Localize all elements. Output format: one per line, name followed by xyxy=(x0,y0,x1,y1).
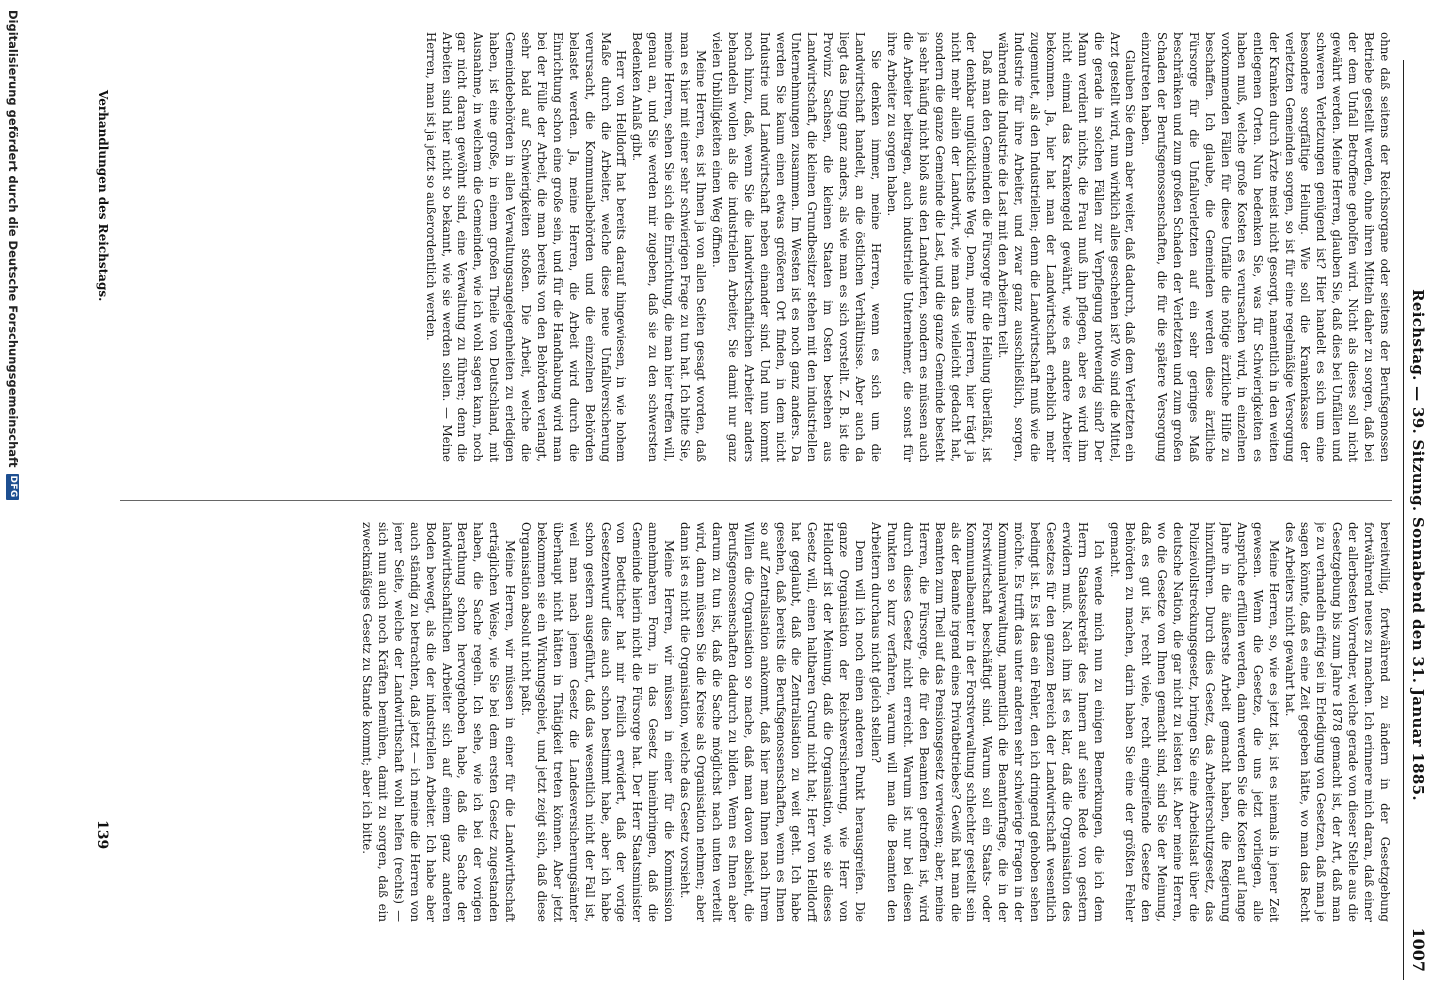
paragraph: Glauben Sie denn aber weiter, daß dadurch, daß dem Verletzten ein Arzt gestellt wird, nun wirklich alles geschehen ist? Wo sind die Mittel, die gerade in solchen Fällen zur Verpflegung notwendig sind? Der Mann verdient nichts, die Frau muß ihn pflegen, aber es wird ihm nicht einmal das Krankengeld gewährt, wie es andere Arbeiter bekommen. Ja, hier hat man der Landwirtschaft erheblich mehr zugemutet, als den Industriellen; denn die Landwirtschaft muß wie die Industrie für ihre Arbeiter, und zwar ganz ausschließlich, sorgen, während die Industrie die Last mit den Arbeitern teilt. xyxy=(996,32,1138,462)
digitization-credit xyxy=(6,10,20,500)
paragraph: bereitwillig, fortwährend zu ändern in der Gesetzgebung fortwährend neues zu machen. Ich erinnere mich daran, daß einer der allerbesten Vorredner, welche gerade von dieser Stelle aus die Gesetzgebung bis zum Jahre 1878 gemacht ist, der Art, daß man je zu verhandeln eifrig sei in Erledigung von Gesetzen, daß man je sagen könnte, daß es eine Zeit gegeben hätte, wo man das Recht des Arbeiters nicht gewahrt hat. xyxy=(1282,522,1392,922)
column-divider xyxy=(120,500,1392,501)
paragraph: Daß man den Gemeinden die Fürsorge für die Heilung überläßt, ist der denkbar unglücklichste Weg. Denn, meine Herren, hier trägt ja nicht mehr allein der Landwirt, wie man das vielleicht gedacht hat, sondern die ganze Gemeinde die Last, und die ganze Gemeinde besteht ja sehr häufig nicht bloß aus den Landwirten, sondern es müssen auch die Arbeiter beitragen, auch industrielle Unternehmer, die sonst für ihre Arbeiter zu sorgen haben. xyxy=(884,32,995,462)
text-column-right xyxy=(92,522,1392,922)
paragraph: Meine Herren, wir müssen in einer für die Kommission annehmbaren Form, in das Gesetz hineinbringen, daß die Gemeinde hierin nicht die Fürsorge hat. Der Herr Staatsminister von Boetticher hat mir freilich erwidert, daß der vorige Gesetzentwurf dies auch schon bestimmt habe, aber ich habe schon gestern ausgeführt, daß das wesentlich nicht der Fall ist, weil man nach jenem Gesetz die Landesversicherungsämter überhaupt nicht hätten in Thätigkeit treten können. Aber jetzt bekommen sie ein Wirkungsgebiet, und jetzt zeigt sich, daß diese Organisation absolut nicht paßt. xyxy=(519,522,677,922)
paragraph: Sie denken immer, meine Herren, wenn es sich um die Landwirtschaft handelt, an die östlichen Verhältnisse. Aber auch da liegt das Ding ganz anders, als wie man es sich vorstellt. Z. B. ist die Provinz Sachsen, die kleinen Staaten im Osten bestehen aus Landwirtschaft, die kleinen Grundbesitzer stehen mit den industriellen Unternehmungen zusammen. Im Westen ist es noch ganz anders. Da werden Sie kaum einen etwas größeren Ort finden, in dem nicht Industrie und Landwirtschaft neben einander sind. Und nun kommt noch hinzu, daß, wenn Sie die landwirtschaftlichen Arbeiter anders behandeln wollen als die industriellen Arbeiter, Sie damit nur ganz vielen Unbilligkeiten einen Weg öffnen. xyxy=(709,32,883,462)
sheet-number: 139 xyxy=(94,820,110,850)
page-number: 1007 xyxy=(1409,927,1428,972)
paragraph: ohne daß seitens der Reichsorgane oder seitens der Berufsgenossen Betriebe gestellt werden, ohne ihren Mitteln daher zu sorgen, daß bei der dem Unfall Betroffene geholfen wird. Nicht als dieses soll nicht gewährt werden. Meine Herren, glauben Sie, daß dies bei Unfällen und schweren Verletzungen genügend ist? Hier handelt es sich um eine besondere sorgfältige Heilung. Wie soll die Krankenkasse der verletzten Gemeinden sorgen, so ist für eine regelmäßige Versorgung der Kranken durch Ärzte meist nicht gesorgt, namentlich in den weiten entlegenen Orten. Nun bedenken Sie, was für Schwierigkeiten es haben muß, welche große Kosten es verursachen wird, in einzelnen vorkommenden Fällen für diese Unfälle die nötige ärztliche Hilfe zu beschaffen. Ich glaube, die Gemeinden werden diese ärztliche Fürsorge für die Unfallverletzten auf ein sehr geringes Maß beschränken und zum großen Schaden der Verletzten und zum großen Schaden der Berufsgenossenschaften, die für die spätere Versorgung einzutreten haben. xyxy=(1139,32,1392,462)
text-column-left xyxy=(92,32,1392,462)
header-rule xyxy=(1403,60,1404,980)
dfg-logo: DFG xyxy=(8,475,18,498)
page-header: Reichstag. — 39. Sitzung. Sonnabend den 31. Januar 1885. xyxy=(1409,289,1427,801)
paragraph: Denn will ich noch einen anderen Punkt herausgreifen. Die ganze Organisation der Reichsversicherung, wie Herr von Helldorff ist der Meinung, daß die Organisation, wie sie dieses Gesetz will, einen haltbaren Grund nicht hat; Herr von Helldorff hat geglaubt, daß die Zentralisation zu weit geht. Ich habe gesehen, daß bereits die Berufsgenossenschaften, wenn es Ihnen so auf Zentralisation ankommt, daß hier man Ihnen nach Ihrem Willen die Organisation so mache, daß man davon absieht, die Berufsgenossenschaften dadurch zu bilden. Wenn es Ihnen aber darum zu tun ist, daß die Sache möglichst nach unten verteilt wird, dann müssen Sie die Kreise als Organisation nehmen; aber dann ist es nicht die Organisation, welche das Gesetz vorsieht. xyxy=(678,522,868,922)
paragraph: Meine Herren, es ist Ihnen ja von allen Seiten gesagt worden, daß man es hier mit einer sehr schwierigen Frage zu tun hat. Ich bitte Sie, meine Herren, sehen Sie sich die Einrichtung, die man hier treffen will, genau an, und Sie werden mir zugeben, daß sie zu den schwersten Bedenken Anlaß gibt. xyxy=(630,32,709,462)
paragraph: Meine Herren, wir müssen in einer für die Landwirthschaft erträglichen Weise, wie Sie bei dem ersten Gesetz zugestanden haben, die Sache regeln. Ich sehe, wie ich bei der vorigen Berathung schon hervorgehoben habe, daß die Sache der landwirthschaftlichen Arbeiter sich auf einem ganz anderen Boden bewegt, als die der industriellen Arbeiter. Ich habe aber auch ständig zu betrachten, daß jetzt — ich meine die Herren von jener Seite, welche der Landwirthschaft wohl helfen (rechts) — sich nun auch noch Kräften bemühen, damit zu sorgen, daß ein zweckmäßiges Gesetz zu Stande kommt; aber ich bitte. xyxy=(360,522,518,922)
credit-text: Digitalisierung gefördert durch die Deutsche Forschungsgemeinschaft xyxy=(6,10,20,468)
paragraph: Ich wende mich nun zu einigen Bemerkungen, die ich dem Herrn Staatssekretär des Innern auf seine Rede von gestern erwidern muß. Nach ihm ist es klar, daß die Organisation des Gesetzes für den ganzen Bereich der Landwirtschaft wesentlich bedingt ist. Es ist das ein Fehler, den ich dringend gehoben sehen möchte. Es trifft das unter anderen sehr schwierige Fragen in der Kommunalverwaltung, namentlich die Beamtenfrage, die in der Forstwirtschaft beschäftigt sind. Warum soll ein Staats- oder Kommunalbeamter in der Forstverwaltung schlechter gestellt sein als der Beamte irgend eines Privatbetriebes? Gewiß hat man die Beamten zum Theil auf das Pensionsgesetz verwiesen; aber, meine Herren, die Fürsorge, die für den Beamten getroffen ist, wird durch dieses Gesetz nicht erreicht. Warum ist nur bei diesen Punkten so kurz verfahren, warum will man die Beamten den Arbeitern durchaus nicht gleich stellen? xyxy=(869,522,1106,922)
paragraph: Meine Herren, so, wie es jetzt ist, ist es niemals in jener Zeit gewesen. Wenn die Gesetze, die uns jetzt vorliegen, alle Ansprüche erfüllen werden, dann werden Sie die Kosten auf lange Jahre in die äußerste Arbeit gemacht haben, die Regierung hinzuführen. Durch dies Gesetz, das Arbeiterschutzgesetz, das Polizeivollstreckungsgesetz, bringen Sie eine Arbeitslast über die deutsche Nation, die gar nicht zu leisten ist. Aber meine Herren, wo die Gesetze von Ihnen gemacht sind, sind Sie der Meinung, daß es gut ist, recht viele, recht eingreifende Gesetze den Behörden zu machen, darin haben Sie eine der größten Fehler gemacht. xyxy=(1107,522,1281,922)
publication-footer: Verhandlungen des Reichstags. xyxy=(96,90,110,302)
paragraph: Herr von Helldorff hat bereits darauf hingewiesen, in wie hohem Maße durch die Arbeiter, welche diese neue Unfallversicherung verursacht, die Kommunalbehörden und die einzelnen Behörden belastet werden. Ja, meine Herren, die Arbeit wird durch die Einrichtung schon eine große sein, und für die Handhabung wird man bei der Fülle der Arbeit, die man bereits von den Behörden verlangt, sehr bald auf Schwierigkeiten stoßen. Die Arbeit, welche die Gemeindebehörden in allen Verwaltungsangelegenheiten zu erledigen haben, ist eine große, in einem großen Theile von Deutschland, mit Ausnahme, in welchem die Gemeinden, wie ich wohl sagen kann, noch gar nicht daran gewöhnt sind, eine Verwaltung zu führen; denn die Arbeiten sind hier nicht so bekannt, wie sie werden sollen. — Meine Herren, man ist ja jetzt so außerordentlich werden. xyxy=(423,32,629,462)
